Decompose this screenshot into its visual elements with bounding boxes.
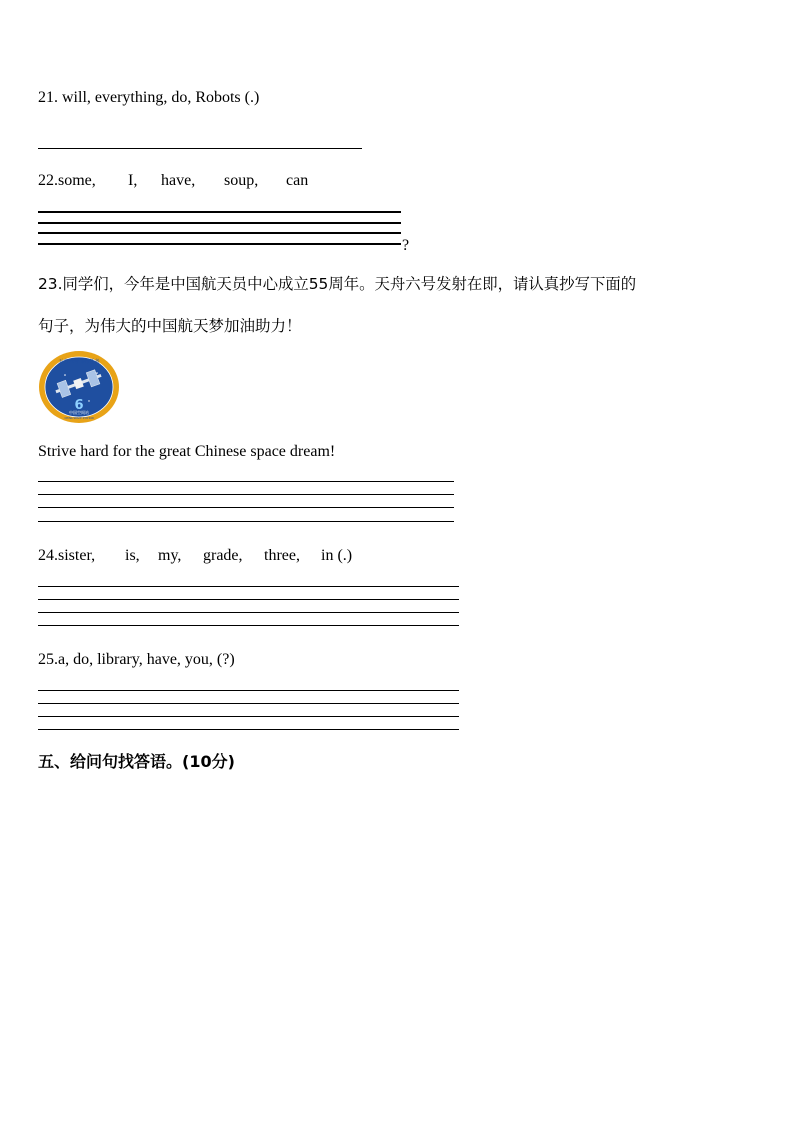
badge-star xyxy=(96,372,98,374)
answer-line-24-2[interactable] xyxy=(38,599,459,600)
badge-star xyxy=(88,400,89,401)
question-22-end-mark: ? xyxy=(402,237,410,254)
question-24 xyxy=(38,546,352,566)
question-23-sentence: Strive hard for the great Chinese space dream! xyxy=(38,443,336,460)
question-23-instruction-2: 句子，为伟大的中国航天梦加油助力！ xyxy=(38,317,302,335)
answer-line-25-3[interactable] xyxy=(38,716,459,717)
question-25-prompt: a, do, library, have, you, (?) xyxy=(58,651,235,668)
tianzhou-6-mission-badge-icon xyxy=(37,349,121,425)
q22-word: have, xyxy=(161,172,196,189)
question-25 xyxy=(38,650,235,670)
answer-line-23-4[interactable] xyxy=(38,521,454,522)
answer-line-22-3[interactable] xyxy=(38,232,401,234)
answer-line-21[interactable] xyxy=(38,148,362,149)
question-23-instruction-1: 同学们，今年是中国航天员中心成立55周年。天舟六号发射在即，请认真抄写下面的 xyxy=(62,275,637,293)
answer-line-24-1[interactable] xyxy=(38,586,459,587)
badge-sub-text: CHINA SPACE STATION xyxy=(64,417,94,420)
q24-word: sister, xyxy=(58,547,96,564)
answer-line-25-4[interactable] xyxy=(38,729,459,730)
answer-line-22-2[interactable] xyxy=(38,222,401,224)
q24-word: three, xyxy=(264,547,300,564)
q22-word: soup, xyxy=(224,172,259,189)
question-24-number: 24. xyxy=(38,547,58,564)
question-22 xyxy=(38,171,308,191)
question-25-number: 25. xyxy=(38,651,58,668)
answer-line-22-4[interactable] xyxy=(38,243,401,245)
q24-word: in (.) xyxy=(321,547,353,564)
badge-numeral: 6 xyxy=(74,398,84,413)
q22-word: some, xyxy=(58,172,96,189)
section-5-heading: 五、给问句找答语。(10分) xyxy=(38,752,235,771)
question-21-prompt: will, everything, do, Robots (.) xyxy=(62,89,260,106)
answer-line-23-3[interactable] xyxy=(38,507,454,508)
question-21 xyxy=(38,88,259,108)
question-22-number: 22. xyxy=(38,172,58,189)
question-23-line-1 xyxy=(38,274,636,294)
q22-word: can xyxy=(286,172,309,189)
q24-word: my, xyxy=(158,547,182,564)
question-21-number: 21. xyxy=(38,89,58,106)
q22-word: I, xyxy=(128,172,138,189)
badge-top-text: 天舟六号飞行任务 xyxy=(58,359,100,365)
question-23-line-2 xyxy=(38,316,302,336)
q24-word: is, xyxy=(125,547,140,564)
answer-line-23-1[interactable] xyxy=(38,481,454,482)
question-23-number: 23. xyxy=(38,275,63,293)
badge-star xyxy=(64,374,66,376)
answer-line-22-1[interactable] xyxy=(38,211,401,213)
answer-line-24-4[interactable] xyxy=(38,625,459,626)
answer-line-25-2[interactable] xyxy=(38,703,459,704)
answer-line-23-2[interactable] xyxy=(38,494,454,495)
q24-word: grade, xyxy=(203,547,243,564)
answer-line-24-3[interactable] xyxy=(38,612,459,613)
answer-line-25-1[interactable] xyxy=(38,690,459,691)
badge-bottom-text: 中国空间站 xyxy=(69,410,89,415)
